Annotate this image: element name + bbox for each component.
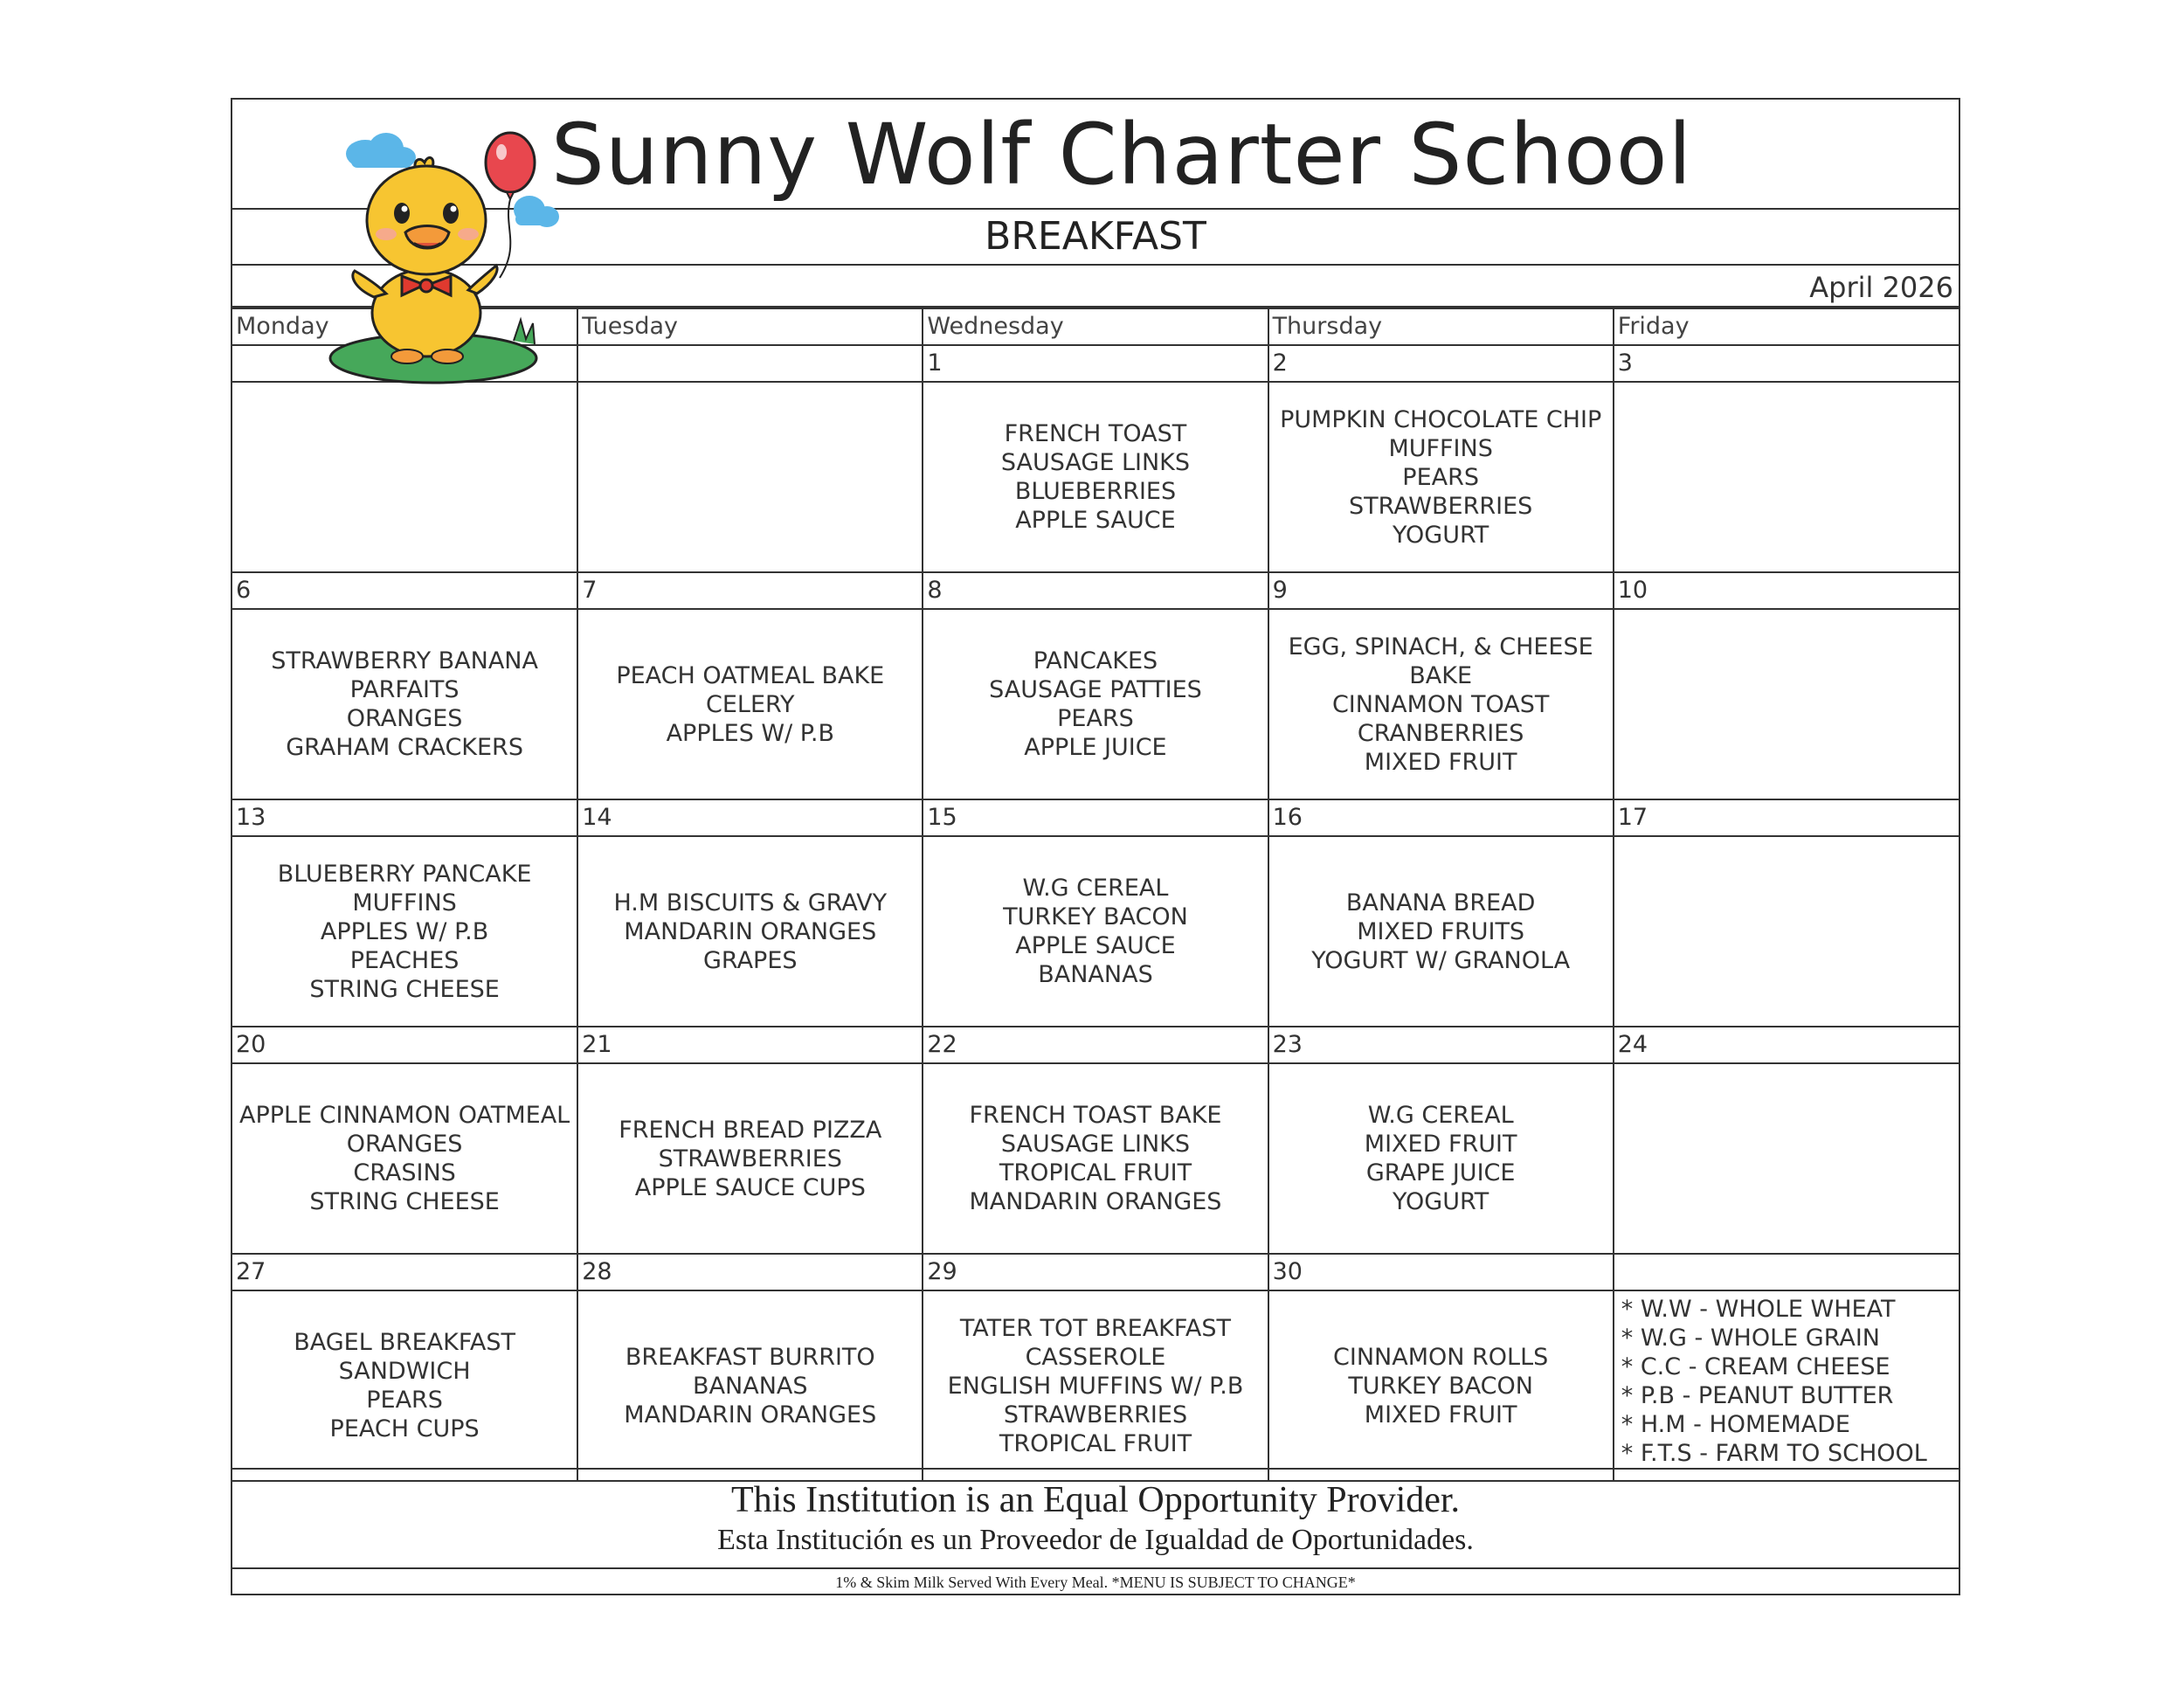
day-number: 3 — [1614, 345, 1959, 382]
day-number: 2 — [1268, 345, 1614, 382]
menu-item: MIXED FRUITS — [1357, 917, 1525, 945]
menu-item: TATER TOT BREAKFAST — [959, 1314, 1232, 1342]
day-number: 23 — [1268, 1027, 1614, 1063]
menu-item: PANCAKES — [1033, 647, 1158, 675]
menu-item: BLUEBERRIES — [1014, 478, 1177, 505]
day-number: 6 — [232, 572, 577, 609]
menu-item: CINNAMON TOAST — [1331, 690, 1550, 718]
menu-cell — [1614, 382, 1959, 572]
menu-row — [232, 382, 1959, 572]
menu-cell — [1268, 382, 1614, 572]
menu-item: APPLES W/ P.B — [320, 917, 489, 945]
menu-item: STRING CHEESE — [309, 1188, 500, 1215]
day-number: 16 — [1268, 799, 1614, 836]
day-number: 29 — [923, 1254, 1268, 1290]
menu-item: MIXED FRUIT — [1364, 748, 1517, 776]
menu-cell — [1614, 1290, 1959, 1481]
menu-cell — [1614, 609, 1959, 799]
day-number: 27 — [232, 1254, 577, 1290]
day-number: 22 — [923, 1027, 1268, 1063]
menu-cell — [923, 836, 1268, 1027]
menu-item: CINNAMON ROLLS — [1333, 1343, 1549, 1371]
menu-item: TURKEY BACON — [1348, 1372, 1533, 1400]
menu-item: SAUSAGE LINKS — [1000, 1131, 1191, 1158]
menu-item: YOGURT — [1393, 1188, 1489, 1215]
menu-item: MANDARIN ORANGES — [969, 1188, 1222, 1215]
day-number: 15 — [923, 799, 1268, 836]
menu-item: STRAWBERRY BANANA — [271, 647, 538, 675]
duck-head-icon — [367, 157, 486, 274]
equal-opportunity-english: This Institution is an Equal Opportunity Provider. — [730, 1480, 1461, 1520]
menu-item: W.G CEREAL — [1367, 1102, 1514, 1129]
menu-cell — [923, 1063, 1268, 1254]
day-number: 10 — [1614, 572, 1959, 609]
legend-item: * H.M - HOMEMADE — [1621, 1411, 1850, 1438]
legend-item: * F.T.S - FARM TO SCHOOL — [1621, 1440, 1927, 1467]
menu-item: ORANGES — [346, 1131, 463, 1158]
day-number: 28 — [577, 1254, 923, 1290]
day-number: 9 — [1268, 572, 1614, 609]
menu-item: BAKE — [1409, 661, 1473, 689]
menu-row — [232, 1290, 1959, 1481]
menu-item: STRAWBERRIES — [1349, 492, 1533, 520]
menu-cell — [1268, 1290, 1614, 1481]
day-number-row — [232, 799, 1959, 836]
weekday-thursday: Thursday — [1268, 308, 1614, 345]
menu-cell — [232, 1290, 577, 1481]
menu-item: MIXED FRUIT — [1364, 1401, 1517, 1429]
weekday-monday: Monday — [232, 308, 577, 345]
menu-item: TURKEY BACON — [1003, 903, 1188, 930]
menu-item: PEACHES — [349, 946, 460, 974]
menu-row — [232, 609, 1959, 799]
day-number: 21 — [577, 1027, 923, 1063]
menu-cell — [923, 1290, 1268, 1481]
day-number — [577, 345, 923, 382]
menu-item: EGG, SPINACH, & CHEESE — [1288, 633, 1593, 661]
menu-item: MANDARIN ORANGES — [624, 1401, 877, 1429]
menu-item: GRAPES — [703, 946, 798, 974]
day-number: 1 — [923, 345, 1268, 382]
menu-item: FRENCH BREAD PIZZA — [619, 1116, 882, 1144]
day-number: 8 — [923, 572, 1268, 609]
page-title: Sunny Wolf Charter School — [550, 106, 1693, 204]
menu-item: SAUSAGE PATTIES — [989, 676, 1202, 703]
menu-item: BANANAS — [1038, 961, 1153, 988]
menu-item: W.G CEREAL — [1022, 875, 1169, 902]
legend-item: * C.C - CREAM CHEESE — [1621, 1353, 1890, 1380]
menu-item: SANDWICH — [338, 1358, 471, 1385]
menu-cell — [1268, 1063, 1614, 1254]
menu-item: CASSEROLE — [1025, 1343, 1166, 1371]
menu-item: BAGEL BREAKFAST — [294, 1329, 515, 1356]
menu-item: PEARS — [366, 1387, 443, 1414]
menu-item: SAUSAGE LINKS — [1000, 449, 1191, 476]
menu-row — [232, 836, 1959, 1027]
menu-item: BANANAS — [693, 1372, 808, 1400]
day-number-row — [232, 1254, 1959, 1290]
menu-item: PUMPKIN CHOCOLATE CHIP — [1280, 405, 1602, 433]
menu-item: FRENCH TOAST — [1004, 420, 1187, 447]
menu-item: H.M BISCUITS & GRAVY — [613, 889, 888, 917]
menu-cell — [232, 836, 577, 1027]
day-number: 13 — [232, 799, 577, 836]
menu-item: PEACH CUPS — [329, 1415, 480, 1442]
day-number — [1614, 1254, 1959, 1290]
menu-item: PEACH OATMEAL BAKE — [616, 661, 885, 689]
menu-item: BANANA BREAD — [1345, 889, 1536, 917]
weekday-friday: Friday — [1614, 308, 1959, 345]
menu-item: GRAHAM CRACKERS — [286, 734, 523, 761]
day-number-row — [232, 572, 1959, 609]
menu-item: YOGURT W/ GRANOLA — [1311, 946, 1571, 974]
menu-cell — [577, 382, 923, 572]
day-number: 7 — [577, 572, 923, 609]
menu-item: ORANGES — [346, 705, 463, 732]
menu-item: ENGLISH MUFFINS W/ P.B — [947, 1372, 1244, 1400]
legend-item: * W.G - WHOLE GRAIN — [1621, 1325, 1880, 1352]
menu-item: APPLE SAUCE — [1015, 932, 1176, 959]
day-number: 17 — [1614, 799, 1959, 836]
menu-item: STRAWBERRIES — [1003, 1401, 1188, 1429]
menu-item: APPLE JUICE — [1024, 734, 1167, 761]
menu-cell — [923, 609, 1268, 799]
menu-cell — [1614, 1063, 1959, 1254]
calendar-table — [232, 308, 1959, 1482]
menu-item: STRAWBERRIES — [658, 1145, 842, 1173]
menu-item: PARFAITS — [349, 676, 460, 703]
menu-item: GRAPE JUICE — [1365, 1159, 1516, 1186]
menu-item: MIXED FRUIT — [1364, 1131, 1517, 1158]
menu-row — [232, 1063, 1959, 1254]
duck-with-balloon-icon — [328, 122, 564, 393]
menu-item: APPLE SAUCE — [1015, 507, 1176, 534]
menu-cell — [577, 1063, 923, 1254]
menu-item: BREAKFAST BURRITO — [625, 1343, 875, 1371]
legend-item: * P.B - PEANUT BUTTER — [1621, 1382, 1894, 1409]
menu-cell — [1268, 609, 1614, 799]
legend-item: * W.W - WHOLE WHEAT — [1621, 1296, 1896, 1323]
footer — [232, 1468, 1959, 1569]
day-number: 30 — [1268, 1254, 1614, 1290]
menu-item: FRENCH TOAST BAKE — [969, 1102, 1222, 1129]
menu-item: TROPICAL FRUIT — [999, 1429, 1192, 1457]
menu-cell — [923, 382, 1268, 572]
weekday-tuesday: Tuesday — [577, 308, 923, 345]
day-number: 24 — [1614, 1027, 1959, 1063]
menu-cell — [1614, 836, 1959, 1027]
day-number: 20 — [232, 1027, 577, 1063]
menu-item: CRANBERRIES — [1357, 719, 1524, 747]
menu-item: PEARS — [1402, 463, 1480, 491]
menu-item: APPLE CINNAMON OATMEAL — [238, 1102, 570, 1129]
menu-cell — [1268, 836, 1614, 1027]
menu-item: MANDARIN ORANGES — [624, 917, 877, 945]
menu-item: MUFFINS — [1388, 434, 1493, 462]
menu-item: APPLES W/ P.B — [666, 719, 834, 747]
menu-cell — [577, 609, 923, 799]
menu-cell — [232, 1063, 577, 1254]
menu-item: APPLE SAUCE CUPS — [634, 1173, 866, 1201]
menu-item: YOGURT — [1393, 521, 1489, 549]
meal-label: BREAKFAST — [985, 214, 1206, 259]
menu-cell — [232, 609, 577, 799]
menu-item: TROPICAL FRUIT — [999, 1159, 1192, 1186]
month-label: April 2026 — [1809, 271, 1953, 304]
menu-item: MUFFINS — [352, 889, 457, 917]
cloud-left-icon — [346, 133, 416, 168]
cloud-right-icon — [514, 196, 559, 227]
milk-note: 1% & Skim Milk Served With Every Meal. *MENU IS SUBJECT TO CHANGE* — [835, 1574, 1356, 1591]
menu-cell — [577, 1290, 923, 1481]
menu-item: STRING CHEESE — [309, 975, 500, 1003]
menu-item: BLUEBERRY PANCAKE — [277, 860, 532, 888]
day-number: 14 — [577, 799, 923, 836]
equal-opportunity-spanish: Esta Institución es un Proveedor de Igualdad de Oportunidades. — [717, 1524, 1474, 1556]
menu-cell — [577, 836, 923, 1027]
menu-item: PEARS — [1057, 705, 1134, 732]
menu-cell — [232, 382, 577, 572]
bow-tie-icon — [402, 276, 451, 295]
weekday-wednesday: Wednesday — [923, 308, 1268, 345]
menu-item: CELERY — [706, 690, 795, 718]
day-number-row — [232, 1027, 1959, 1063]
menu-item: CRASINS — [353, 1159, 456, 1186]
